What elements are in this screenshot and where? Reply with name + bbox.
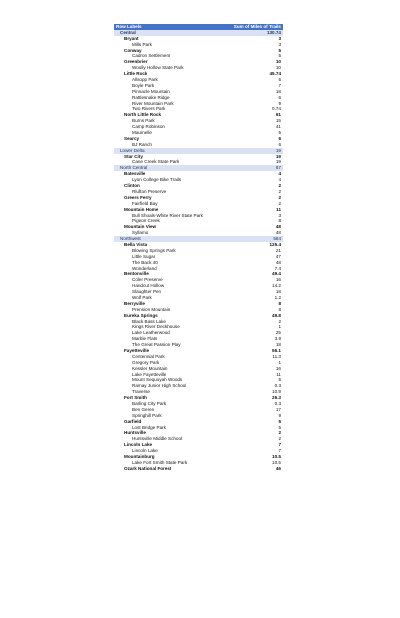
trail-miles-value: 9 (278, 412, 281, 418)
trail-label: Springhill Park (132, 412, 162, 418)
trail-label: Coler Preserve (132, 277, 163, 283)
trail-miles-value: 10.5 (272, 459, 281, 465)
city-label: Huntsville (124, 430, 146, 436)
city-miles-value: 125.4 (269, 241, 281, 247)
trail-label: The Back 40 (132, 259, 158, 265)
trail-label: Lyon College Bike Trails (132, 177, 182, 183)
trail-miles-value: 7.4 (274, 265, 281, 271)
city-miles-value: 45.74 (269, 71, 281, 77)
trail-label: Centennial Park (132, 353, 165, 359)
trail-miles-value: 16 (275, 365, 281, 371)
sum-of-miles-header: Sum of Miles of Trails (233, 24, 281, 29)
trail-miles-value: 25 (275, 330, 281, 336)
city-label: Batesville (124, 171, 146, 177)
trail-label: Bull Shoals-White River State Park (132, 212, 203, 218)
trail-miles-value: 2 (278, 318, 281, 324)
trail-miles-value: 9 (278, 100, 281, 106)
trail-miles-value: 8 (278, 218, 281, 224)
trail-label: Syllamo (132, 230, 149, 236)
city-miles-value: 4 (278, 171, 281, 177)
city-miles-value: 7 (278, 442, 281, 448)
city-miles-value: 49.8 (272, 312, 281, 318)
city-miles-value: 5 (278, 418, 281, 424)
trail-label: Boyle Park (132, 82, 155, 88)
city-label: Mountainburg (124, 454, 155, 460)
city-miles-value: 26.3 (272, 395, 281, 401)
trail-miles-value: 5 (278, 130, 281, 136)
trail-label: The Great Passion Play (132, 342, 181, 348)
trail-miles-value: 10 (275, 65, 281, 71)
city-miles-value: 2 (278, 183, 281, 189)
row-labels-header: Row Labels (116, 24, 142, 29)
trail-miles-value: 8 (278, 306, 281, 312)
trail-miles-value: 0.74 (272, 106, 281, 112)
city-label: Mountain View (124, 224, 157, 230)
region-label: North Central (120, 165, 148, 171)
region-label: Northwest (120, 236, 141, 242)
trail-label: Burns Park (132, 118, 155, 124)
trail-miles-value: 14.2 (272, 283, 281, 289)
trail-label: Traverse (132, 389, 150, 395)
trail-miles-value: 5 (278, 77, 281, 83)
city-label: Greenbrier (124, 59, 148, 65)
city-row (114, 466, 283, 472)
trail-miles-value: 5 (278, 424, 281, 430)
trail-miles-value: 3 (278, 212, 281, 218)
trail-label: Lake Fort Smith State Park (132, 459, 188, 465)
city-miles-value: 61 (275, 112, 281, 118)
trail-miles-value: 7 (278, 448, 281, 454)
trail-label: Kessler Mountain (132, 365, 168, 371)
city-miles-value: 5 (278, 47, 281, 53)
region-miles-value: 584 (273, 236, 281, 242)
trail-label: Handcut Hollow (132, 283, 165, 289)
trail-miles-value: 48 (275, 230, 281, 236)
trail-label: Maumelle (132, 130, 152, 136)
city-miles-value: 56.1 (272, 347, 281, 353)
trail-miles-value: 5 (278, 53, 281, 59)
trail-label: Little Sugar (132, 253, 156, 259)
region-label: Lower Delta (120, 147, 145, 153)
trail-miles-value: 18 (275, 88, 281, 94)
trail-miles-value: 2 (278, 188, 281, 194)
trail-miles-value: 7 (278, 82, 281, 88)
trail-label: River Mountain Park (132, 100, 174, 106)
region-miles-value: 130.74 (266, 29, 281, 35)
trail-miles-value: 6 (278, 94, 281, 100)
trail-miles-value: 21 (275, 247, 281, 253)
trail-miles-value: 18 (275, 289, 281, 295)
trail-miles-value: 19 (275, 159, 281, 165)
trail-label: Barling City Park (132, 401, 167, 406)
city-miles-value: 10.5 (272, 454, 281, 460)
trail-label: Pinnacle Mountain (132, 88, 170, 94)
pivot-table (114, 24, 283, 472)
city-label: Mountain Home (124, 206, 159, 212)
city-miles-value: 2 (278, 430, 281, 436)
city-miles-value: 46 (275, 465, 281, 471)
trail-miles-value: 1.2 (274, 294, 281, 300)
city-miles-value: 19 (275, 153, 281, 159)
city-label: Bella Vista (124, 241, 148, 247)
city-label: Little Rock (124, 71, 148, 77)
trail-label: Camp Robinson (132, 124, 165, 130)
trail-miles-value: 1 (278, 324, 281, 330)
trail-miles-value: 2 (278, 436, 281, 442)
trail-miles-value: 0.3 (274, 383, 281, 389)
city-label: Bentonville (124, 271, 149, 277)
trail-label: Mount Sequoyah Woods (132, 377, 183, 383)
trail-label: Marble Flats (132, 336, 158, 342)
trail-label: Blowing Springs Park (132, 247, 176, 253)
trail-label: Wolf Park (132, 294, 152, 300)
trail-miles-value: 0.3 (274, 401, 281, 406)
city-miles-value: 49.4 (272, 271, 281, 277)
city-label: Fort Smith (124, 395, 147, 401)
trail-miles-value: 1 (278, 359, 281, 365)
trail-label: Pigeon Creek (132, 218, 160, 224)
trail-label: Allsopp Park (132, 77, 158, 83)
trail-label: Gregory Park (132, 359, 160, 365)
trail-label: Black Bass Lake (132, 318, 166, 324)
trail-label: Ramay Junior High School (132, 383, 187, 389)
trail-label: Fairfield Bay (132, 200, 158, 206)
trail-label: Rattlesnake Ridge (132, 94, 170, 100)
city-label: Eureka Springs (124, 312, 158, 318)
city-label: Greers Ferry (124, 194, 152, 200)
city-miles-value: 48 (275, 224, 281, 230)
trail-miles-value: 41 (275, 124, 281, 130)
city-label: North Little Rock (124, 112, 162, 118)
city-label: Fayetteville (124, 347, 150, 353)
trail-label: Woolly Hollow State Park (132, 65, 184, 71)
trail-miles-value: 5 (278, 377, 281, 383)
city-label: Bryant (124, 35, 139, 41)
trail-label: Ben Geren (132, 406, 155, 412)
trail-miles-value: 48 (275, 259, 281, 265)
trail-label: Wonderland (132, 265, 157, 271)
city-label: Lincoln Lake (124, 442, 153, 448)
trail-label: Slaughter Pen (132, 289, 162, 295)
trail-miles-value: 18 (275, 342, 281, 348)
trail-label: Cane Creek State Park (132, 159, 180, 165)
trail-miles-value: 11.3 (272, 353, 281, 359)
city-miles-value: 8 (278, 300, 281, 306)
trail-miles-value: 16 (275, 277, 281, 283)
city-miles-value: 10 (275, 59, 281, 65)
trail-label: Lost Bridge Park (132, 424, 166, 430)
trail-miles-value: 6 (278, 141, 281, 147)
city-miles-value: 6 (278, 135, 281, 141)
city-label: Searcy (124, 135, 140, 141)
trail-miles-value: 15 (275, 118, 281, 124)
city-label: Garfield (124, 418, 142, 424)
trail-label: Rlufton Preserve (132, 188, 167, 194)
trail-miles-value: 4 (278, 177, 281, 183)
region-miles-value: 19 (275, 147, 281, 153)
trail-miles-value: 17 (275, 406, 281, 412)
trail-miles-value: 47 (275, 253, 281, 259)
city-label: Clinton (124, 183, 140, 189)
trail-label: Lake Leatherwood (132, 330, 170, 336)
region-label: Central (120, 29, 136, 35)
trail-label: BJ Ranch (132, 141, 152, 147)
trail-label: Two Rivers Park (132, 106, 166, 112)
city-miles-value: 11 (276, 206, 281, 212)
city-miles-value: 3 (278, 35, 281, 41)
city-label: Conway (124, 47, 142, 53)
trail-label: Prension Mountain (132, 306, 171, 312)
trail-label: Kings River Deckhouse (132, 324, 180, 330)
trail-label: Mills Park (132, 41, 152, 47)
pivot-rows (114, 30, 283, 472)
trail-label: Lincoln Lake (132, 448, 158, 454)
trail-label: Huntsville Middle School (132, 436, 183, 442)
trail-miles-value: 10.9 (272, 389, 281, 395)
city-label: Ozark National Forest (124, 465, 172, 471)
region-miles-value: 67 (275, 165, 281, 171)
city-label: Berryville (124, 300, 145, 306)
trail-miles-value: 3 (278, 41, 281, 47)
trail-label: Cadron Settlement (132, 53, 171, 59)
city-miles-value: 2 (278, 194, 281, 200)
trail-miles-value: 11 (276, 371, 281, 377)
trail-label: Lake Fayetteville (132, 371, 167, 377)
trail-miles-value: 2 (278, 200, 281, 206)
city-label: Star City (124, 153, 143, 159)
trail-miles-value: 3.9 (274, 336, 281, 342)
